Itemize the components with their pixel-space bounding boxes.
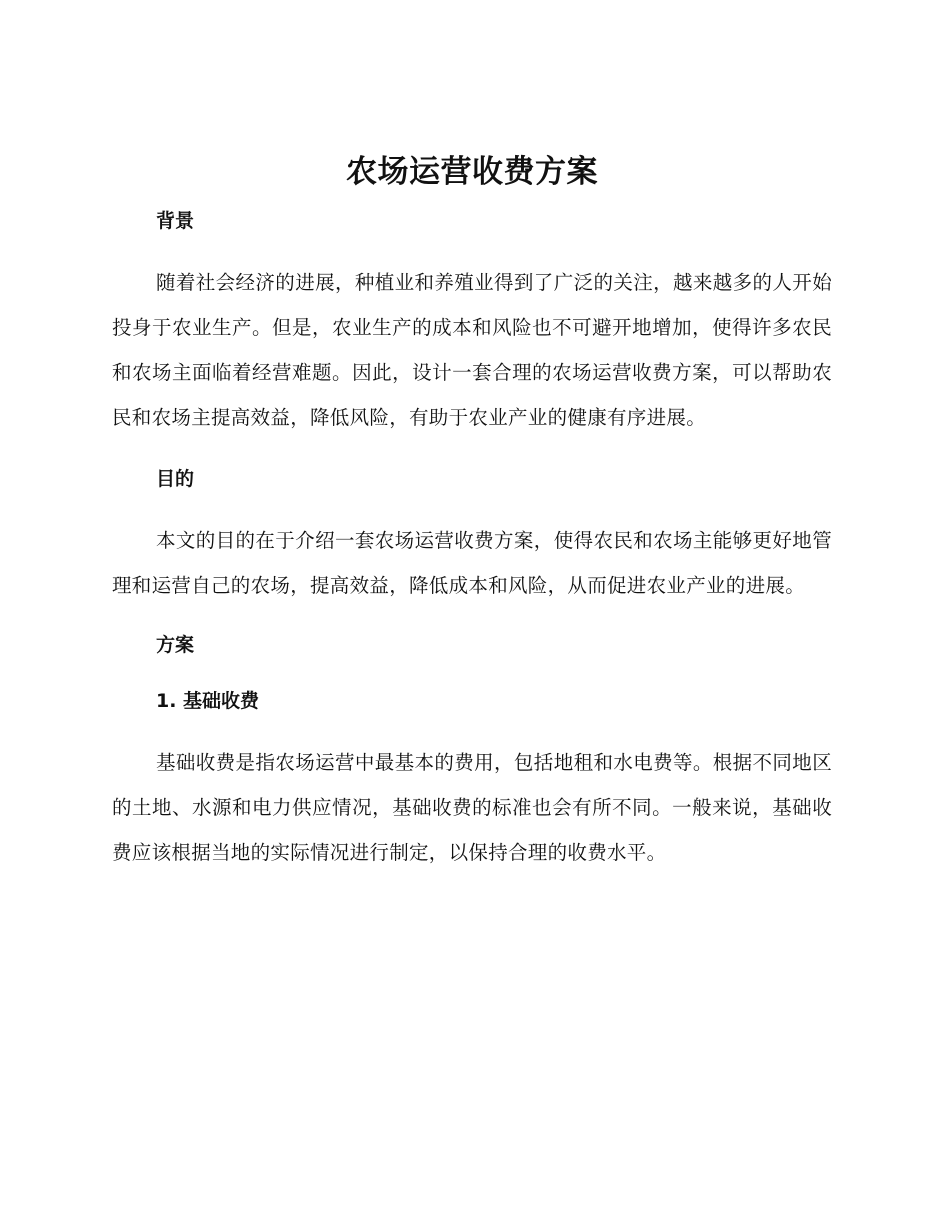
section-heading-plan: 方案	[156, 634, 195, 656]
section-heading-basic-fee: 1. 基础收费	[156, 690, 260, 712]
document-title: 农场运营收费方案	[346, 154, 598, 190]
section-paragraph-basic-fee: 基础收费是指农场运营中最基本的费用，包括地租和水电费等。根据不同地区的土地、水源和电力供应情况，基础收费的标准也会有所不同。一般来说，基础收费应该根据当地的实际情况进行制定，以保持合理的收费水平。	[112, 751, 832, 864]
section-paragraph-background: 随着社会经济的进展，种植业和养殖业得到了广泛的关注，越来越多的人开始投身于农业生产。但是，农业生产的成本和风险也不可避开地增加，使得许多农民和农场主面临着经营难题。因此，设计一套合理的农场运营收费方案，可以帮助农民和农场主提高效益，降低风险，有助于农业产业的健康有序进展。	[112, 271, 832, 429]
document-content	[112, 150, 832, 897]
section-heading-background: 背景	[156, 210, 195, 232]
section-heading-purpose: 目的	[156, 468, 195, 490]
section-paragraph-purpose: 本文的目的在于介绍一套农场运营收费方案，使得农民和农场主能够更好地管理和运营自己的农场，提高效益，降低成本和风险，从而促进农业产业的进展。	[112, 529, 832, 597]
